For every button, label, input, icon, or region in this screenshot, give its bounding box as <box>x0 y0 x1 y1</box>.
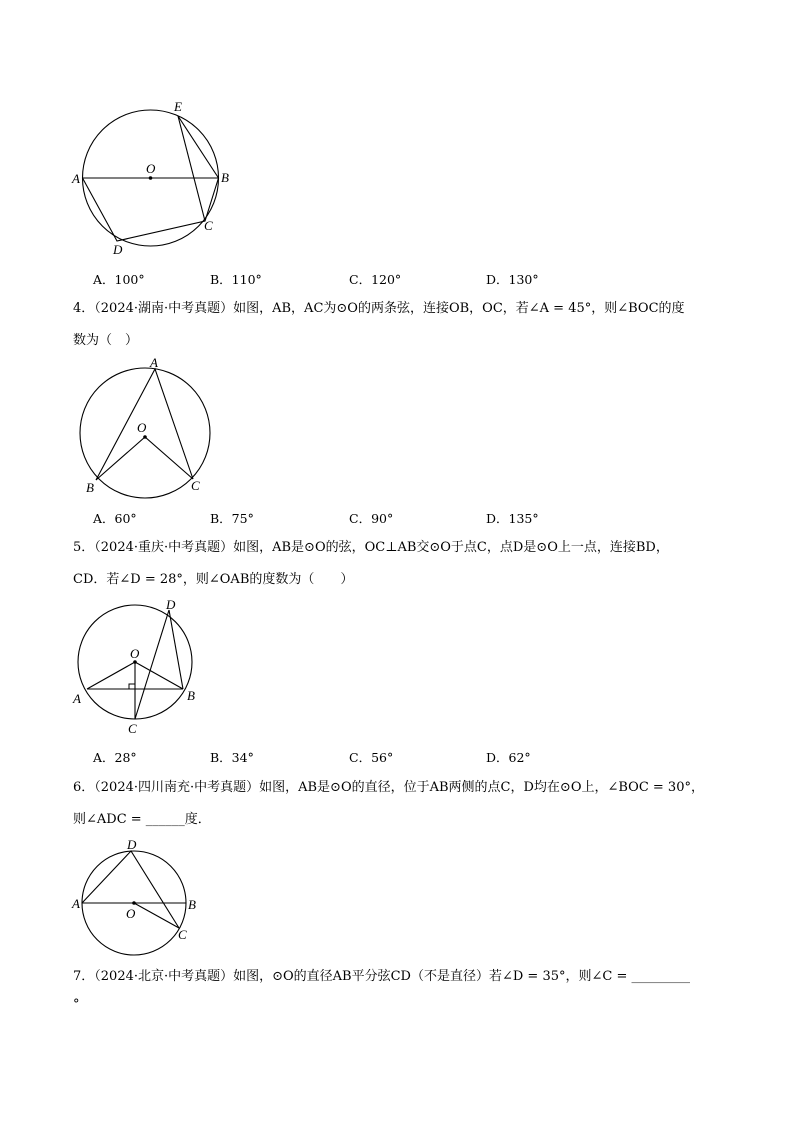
label-b: B <box>188 897 196 912</box>
radius-oc <box>134 903 179 928</box>
option-a[interactable]: A．28° <box>93 750 137 765</box>
option-c[interactable]: C．120° <box>349 272 402 287</box>
label-d: D <box>113 242 123 257</box>
option-a[interactable]: A．60° <box>93 511 137 526</box>
segment-ob <box>135 662 183 689</box>
label-o: O <box>126 906 136 921</box>
label-a: A <box>72 896 80 911</box>
option-a[interactable]: A．100° <box>93 272 145 287</box>
label-a: A <box>73 691 81 706</box>
option-b[interactable]: B．34° <box>210 750 254 765</box>
label-c: C <box>128 721 137 736</box>
question-5-text-cont: CD．若∠D = 28°，则∠OAB的度数为（ ） <box>73 572 354 587</box>
question-6-text-cont: 则∠ADC = ______度． <box>73 812 211 827</box>
label-o: O <box>137 420 147 435</box>
figure-q6 <box>70 835 220 960</box>
label-d: D <box>166 597 176 612</box>
chords-adcb <box>83 178 219 241</box>
radii-ob-oc <box>96 437 193 480</box>
label-c: C <box>204 218 213 233</box>
label-b: B <box>187 688 195 703</box>
label-a: A <box>72 171 80 186</box>
question-4-text-cont: 数为（ ） <box>73 333 139 348</box>
segment-oa <box>87 662 135 689</box>
center-dot <box>143 435 147 439</box>
center-dot <box>132 901 136 905</box>
center-dot <box>149 176 153 180</box>
option-c[interactable]: C．56° <box>349 750 394 765</box>
label-d: D <box>127 837 137 852</box>
question-7-text-cont: ° <box>73 997 80 1012</box>
question-5-text: 5．（2024·重庆·中考真题）如图，AB是⊙O的弦，OC⊥AB交⊙O于点C，点D是⊙O上一点，连接BD， <box>73 540 669 555</box>
figure-q4 <box>70 355 230 505</box>
label-a: A <box>150 355 158 370</box>
label-b: B <box>221 170 229 185</box>
label-o: O <box>130 646 140 661</box>
question-4-text: 4．（2024·湖南·中考真题）如图，AB，AC为⊙O的两条弦，连接OB，OC，若∠A = 45°，则∠BOC的度 <box>73 301 685 316</box>
option-d[interactable]: D．135° <box>486 511 539 526</box>
question-6-text: 6．（2024·四川南充·中考真题）如图，AB是⊙O的直径，位于AB两侧的点C，D均在⊙O上，∠BOC = 30°， <box>73 780 704 795</box>
label-o: O <box>146 161 156 176</box>
option-b[interactable]: B．110° <box>210 272 262 287</box>
option-c[interactable]: C．90° <box>349 511 394 526</box>
label-e: E <box>174 99 182 114</box>
label-c: C <box>178 927 187 942</box>
option-d[interactable]: D．62° <box>486 750 531 765</box>
figure-q3 <box>70 95 240 265</box>
question-7-text: 7．（2024·北京·中考真题）如图，⊙O的直径AB平分弦CD（不是直径）若∠D = 35°，则∠C = _________ <box>73 969 690 984</box>
chord-eb <box>178 116 219 178</box>
option-b[interactable]: B．75° <box>210 511 254 526</box>
option-d[interactable]: D．130° <box>486 272 539 287</box>
right-angle-mark <box>129 684 135 689</box>
figure-q5 <box>70 596 220 746</box>
label-b: B <box>86 480 94 495</box>
label-c: C <box>191 478 200 493</box>
